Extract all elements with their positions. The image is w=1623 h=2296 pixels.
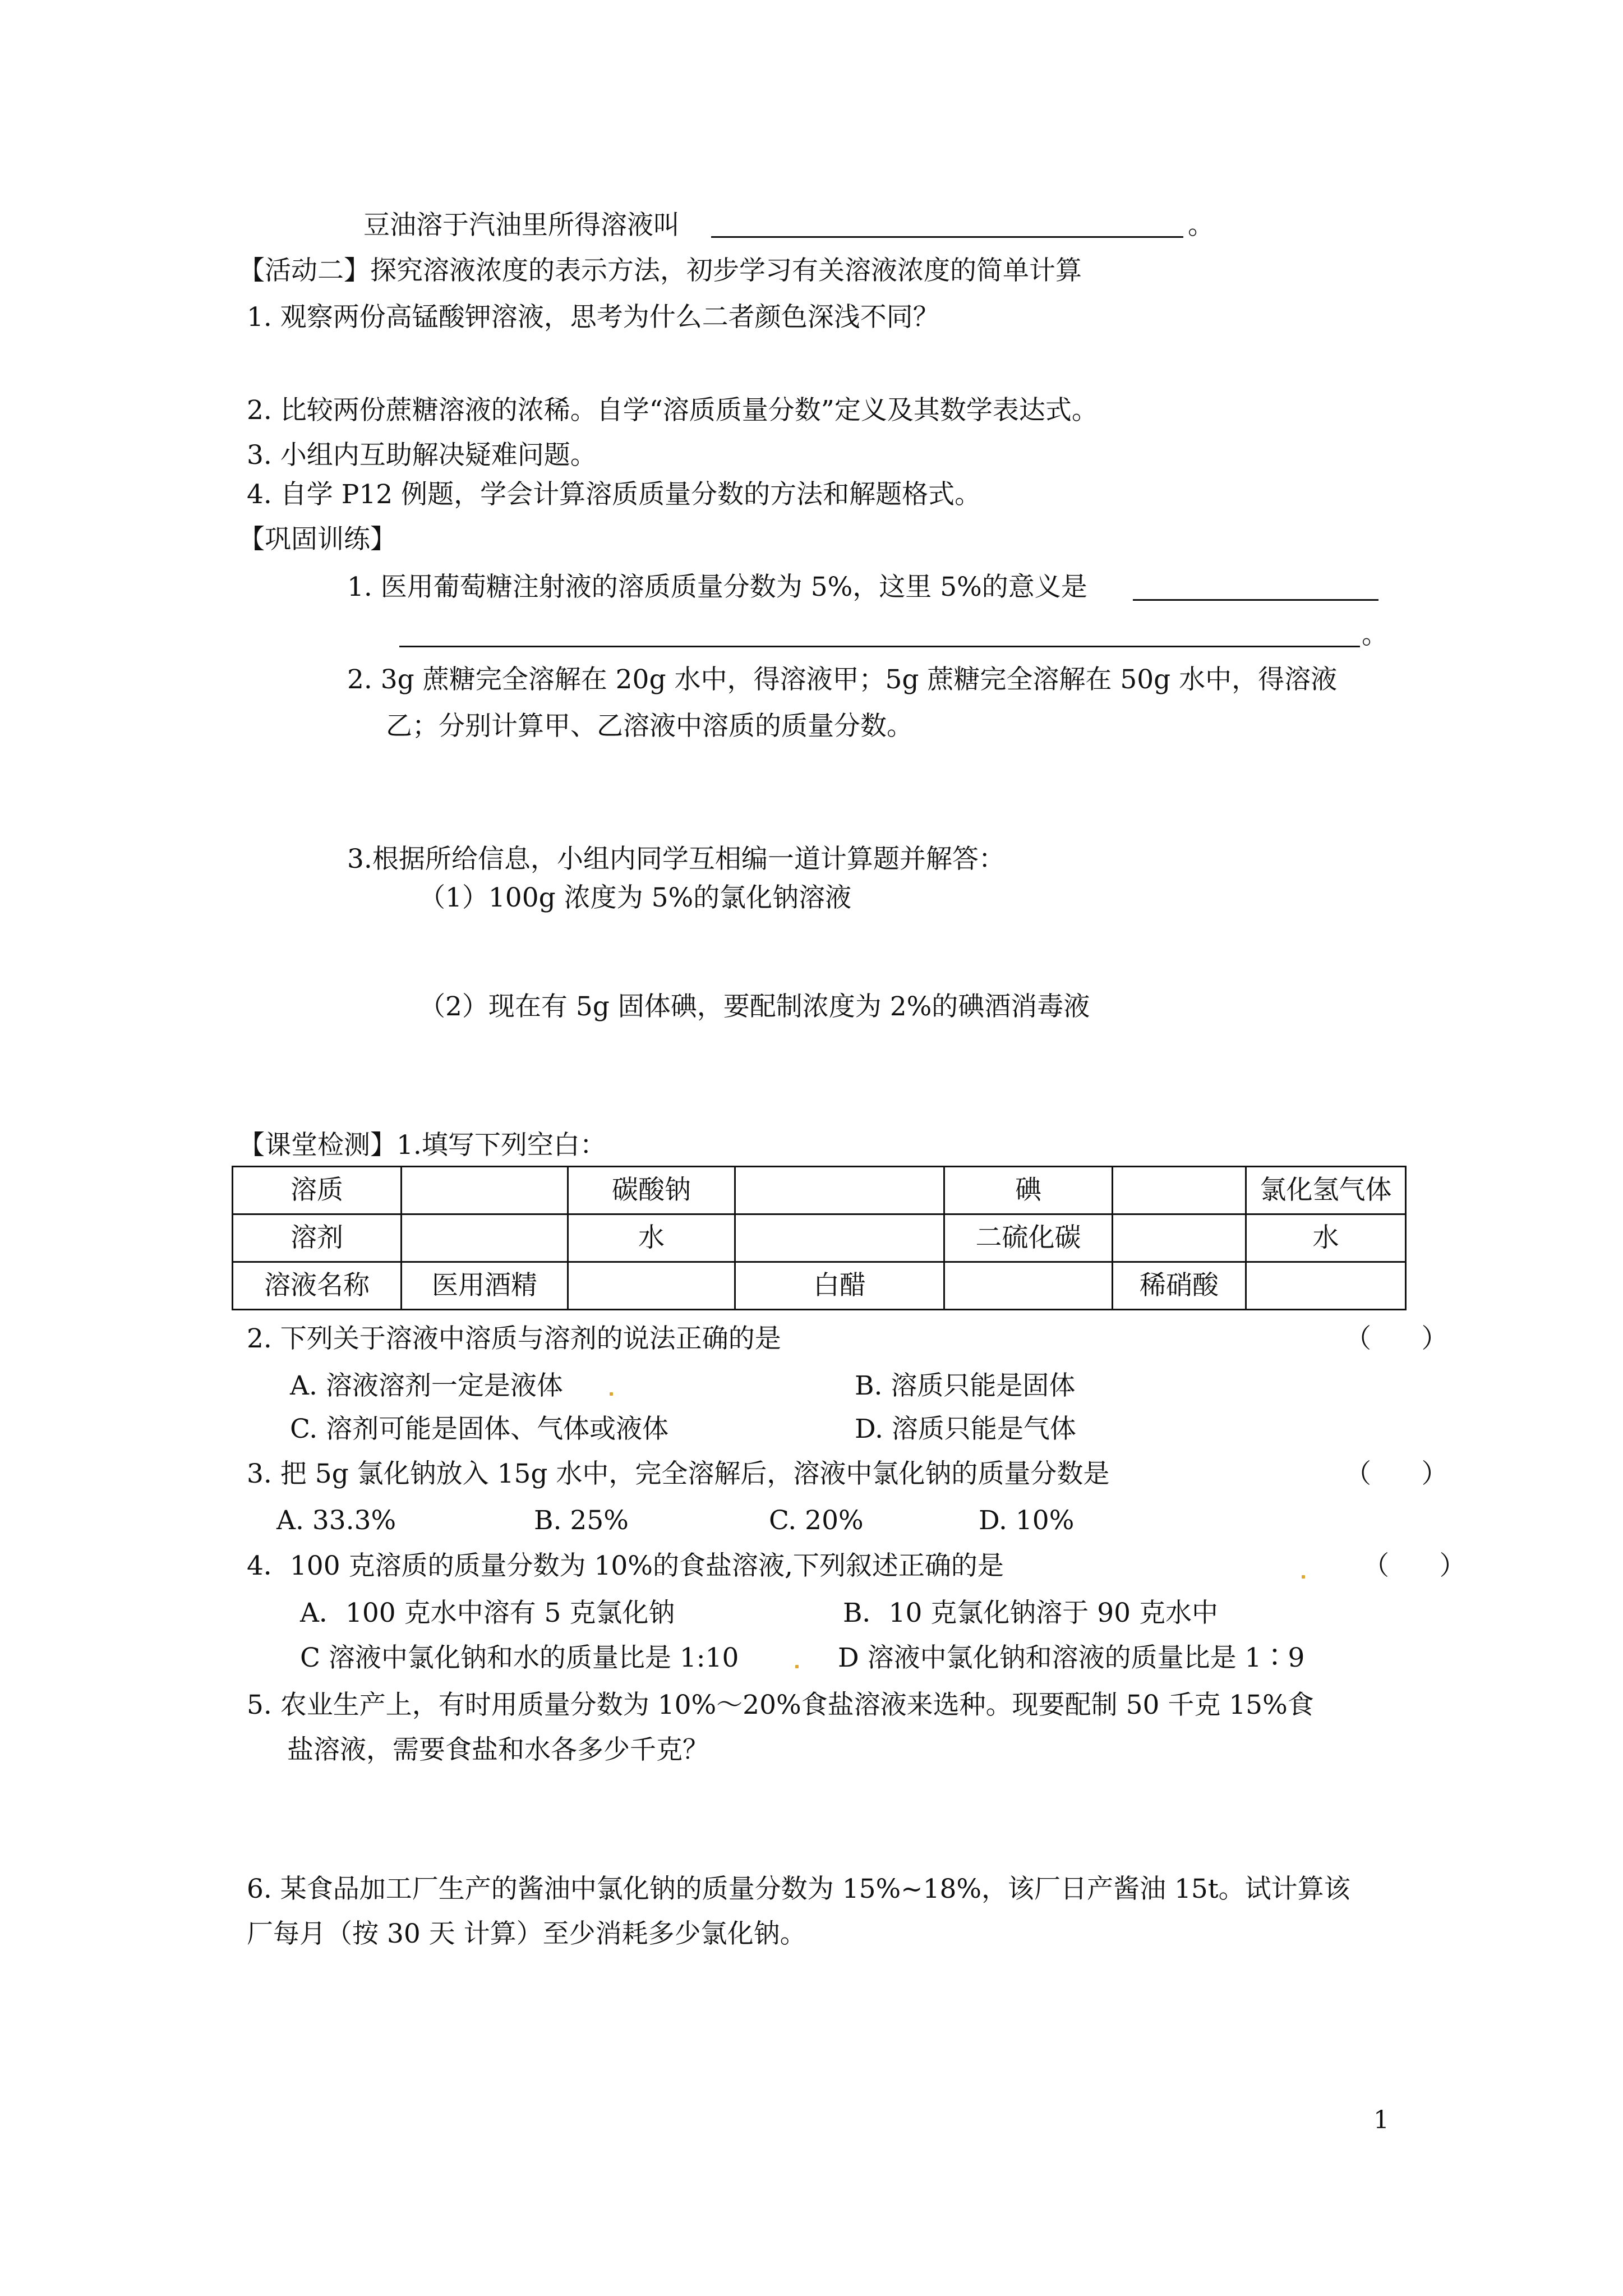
practice-q1: 1. 医用葡萄糖注射液的溶质质量分数为 5%，这里 5%的意义是	[347, 572, 1087, 602]
table-row	[233, 1214, 1406, 1262]
activity2-heading: 【活动二】探究溶液浓度的表示方法，初步学习有关溶液浓度的简单计算	[238, 255, 1082, 286]
check-q2-option-c[interactable]: C. 溶剂可能是固体、气体或液体	[290, 1414, 669, 1444]
practice-q1-end: 。	[1362, 619, 1388, 650]
practice-q2-line1: 2. 3g 蔗糖完全溶解在 20g 水中，得溶液甲；5g 蔗糖完全溶解在 50g 水中，得溶液	[347, 664, 1338, 695]
activity2-item-3: 3. 小组内互助解决疑难问题。	[247, 440, 597, 471]
practice-q3: 3.根据所给信息，小组内同学互相编一道计算题并解答：	[347, 844, 1005, 875]
table-cell: 医用酒精	[402, 1262, 568, 1310]
table-cell[interactable]	[1246, 1262, 1406, 1310]
table-cell: 碳酸钠	[568, 1167, 735, 1214]
practice-q1-blank-2[interactable]	[399, 646, 1360, 647]
check-q4-option-d[interactable]: D 溶液中氯化钠和溶液的质量比是 1∶9	[838, 1642, 1305, 1673]
table-cell: 氯化氢气体	[1246, 1167, 1406, 1214]
check-q6-line2: 厂每月（按 30 天 计算）至少消耗多少氯化钠。	[247, 1918, 806, 1949]
check-q6-line1: 6. 某食品加工厂生产的酱油中氯化钠的质量分数为 15%~18%，该厂日产酱油 15t。试计算该	[247, 1874, 1350, 1904]
intro-blank[interactable]	[711, 236, 1183, 238]
table-cell[interactable]	[402, 1167, 568, 1214]
table-cell: 水	[1246, 1214, 1406, 1262]
page-number: 1	[1373, 2106, 1389, 2134]
activity2-item-1: 1. 观察两份高锰酸钾溶液，思考为什么二者颜色深浅不同？	[247, 302, 939, 333]
check-q3-option-a[interactable]: A. 33.3%	[276, 1505, 396, 1536]
check-q4-option-c[interactable]: C 溶液中氯化钠和水的质量比是 1:10	[300, 1642, 739, 1673]
check-q2-option-b[interactable]: B. 溶质只能是固体	[855, 1370, 1076, 1401]
table-cell: 白醋	[735, 1262, 944, 1310]
practice-q1-blank[interactable]	[1133, 599, 1378, 601]
check-q2: 2. 下列关于溶液中溶质与溶剂的说法正确的是	[247, 1323, 781, 1354]
check-q5-line2: 盐溶液，需要食盐和水各多少千克？	[287, 1734, 709, 1765]
mark-dot	[1302, 1575, 1305, 1579]
activity2-item-4: 4. 自学 P12 例题，学会计算溶质质量分数的方法和解题格式。	[247, 479, 981, 510]
check-q3-option-b[interactable]: B. 25%	[534, 1505, 629, 1536]
practice-heading: 【巩固训练】	[238, 524, 396, 555]
check-q2-option-a[interactable]: A. 溶液溶剂一定是液体	[290, 1370, 563, 1401]
intro-text: 豆油溶于汽油里所得溶液叫	[363, 210, 680, 241]
table-cell: 二硫化碳	[944, 1214, 1113, 1262]
check-q2-option-d[interactable]: D. 溶质只能是气体	[855, 1414, 1076, 1444]
table-cell[interactable]	[1113, 1167, 1246, 1214]
table-cell: 水	[568, 1214, 735, 1262]
table-cell: 溶质	[233, 1167, 402, 1214]
check-q4-option-a[interactable]: A．100 克水中溶有 5 克氯化钠	[300, 1598, 675, 1628]
activity2-item-2: 2. 比较两份蔗糖溶液的浓稀。自学“溶质质量分数”定义及其数学表达式。	[247, 395, 1098, 426]
table-cell[interactable]	[944, 1262, 1113, 1310]
table-cell[interactable]	[402, 1214, 568, 1262]
table-row	[233, 1167, 1406, 1214]
check-q4: 4．100 克溶质的质量分数为 10%的食盐溶液,下列叙述正确的是	[247, 1550, 1004, 1581]
practice-q3-b: （2）现在有 5g 固体碘，要配制浓度为 2%的碘酒消毒液	[419, 991, 1090, 1022]
table-cell[interactable]	[735, 1167, 944, 1214]
intro-end: 。	[1188, 210, 1214, 241]
table-cell: 溶液名称	[233, 1262, 402, 1310]
table-cell: 稀硝酸	[1113, 1262, 1246, 1310]
check-q2-answer[interactable]: （ ）	[1345, 1323, 1448, 1354]
practice-q2-line2: 乙；分别计算甲、乙溶液中溶质的质量分数。	[386, 711, 913, 742]
fill-table	[232, 1166, 1407, 1310]
mark-dot	[795, 1665, 799, 1668]
table-cell: 碘	[944, 1167, 1113, 1214]
mark-dot	[610, 1392, 613, 1396]
check-heading: 【课堂检测】1.填写下列空白：	[238, 1130, 606, 1161]
table-cell: 溶剂	[233, 1214, 402, 1262]
check-q3: 3. 把 5g 氯化钠放入 15g 水中，完全溶解后，溶液中氯化钠的质量分数是	[247, 1458, 1110, 1489]
check-q3-answer[interactable]: （ ）	[1345, 1458, 1448, 1489]
check-q5-line1: 5. 农业生产上，有时用质量分数为 10%～20%食盐溶液来选种。现要配制 50 千克 15%食	[247, 1690, 1314, 1720]
table-cell[interactable]	[1113, 1214, 1246, 1262]
table-row	[233, 1262, 1406, 1310]
table-cell[interactable]	[735, 1214, 944, 1262]
check-q4-answer[interactable]: （ ）	[1363, 1550, 1466, 1581]
check-q3-option-c[interactable]: C. 20%	[769, 1505, 864, 1536]
check-q4-option-b[interactable]: B．10 克氯化钠溶于 90 克水中	[843, 1598, 1218, 1628]
practice-q3-a: （1）100g 浓度为 5%的氯化钠溶液	[419, 882, 852, 913]
check-q3-option-d[interactable]: D. 10%	[979, 1505, 1075, 1536]
table-cell[interactable]	[568, 1262, 735, 1310]
